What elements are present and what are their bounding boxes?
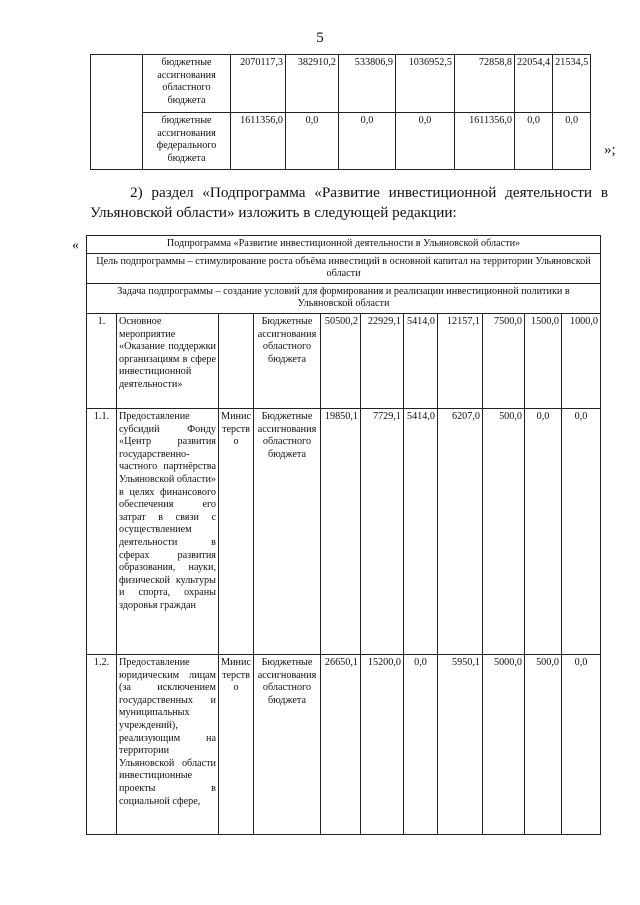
value-cell: 533806,9	[339, 55, 396, 113]
executor-cell: Министерство	[219, 408, 254, 654]
activity-name: Предоставление субсидий Фонду «Центр развития государственно-частного партнёрства Ульяновской области» в целях финансового обеспечения его затрат в связи с осуществлением деятельности в сферах развития образования, науки, физической культуры и спорта, охраны здоровья граждан	[117, 408, 219, 654]
value-cell: 7500,0	[483, 313, 525, 408]
paragraph-text: 2) раздел «Подпрограмма «Развитие инвестиционной деятельности в Ульяновской области» изложить в следующей редакции:	[90, 184, 608, 221]
page-number: 5	[316, 30, 324, 46]
amendment-paragraph	[90, 183, 608, 223]
table-row	[91, 55, 591, 113]
funding-source: Бюджетные ассигнования областного бюджета	[254, 654, 321, 834]
top-budget-table	[90, 54, 591, 170]
executor-cell	[219, 313, 254, 408]
subprogram-goal: Цель подпрограммы – стимулирование роста объёма инвестиций в основной капитал на территории Ульяновской области	[87, 253, 601, 283]
row-number: 1.	[87, 313, 117, 408]
source-label: бюджетные ассигнования областного бюджета	[143, 55, 231, 113]
value-cell: 22929,1	[361, 313, 404, 408]
subprogram-task: Задача подпрограммы – создание условий для формирования и реализации инвестиционной политики в Ульяновской области	[87, 283, 601, 313]
value-cell: 0,0	[553, 113, 591, 170]
value-cell: 50500,2	[321, 313, 361, 408]
value-cell: 5414,0	[404, 313, 438, 408]
table-row	[87, 313, 601, 408]
table-row	[87, 408, 601, 654]
table-row	[87, 236, 601, 254]
value-cell: 0,0	[562, 408, 601, 654]
value-cell: 5950,1	[438, 654, 483, 834]
empty-cell	[91, 55, 143, 170]
value-cell: 1611356,0	[455, 113, 515, 170]
table-row	[91, 113, 591, 170]
value-cell: 500,0	[483, 408, 525, 654]
source-label: бюджетные ассигнования федерального бюджета	[143, 113, 231, 170]
value-cell: 1500,0	[525, 313, 562, 408]
value-cell: 1000,0	[562, 313, 601, 408]
value-cell: 0,0	[404, 654, 438, 834]
value-cell: 1611356,0	[231, 113, 286, 170]
executor-cell: Министерство	[219, 654, 254, 834]
value-cell: 12157,1	[438, 313, 483, 408]
opening-quote: «	[72, 238, 79, 253]
value-cell: 6207,0	[438, 408, 483, 654]
closing-quote: »;	[604, 142, 616, 158]
value-cell: 0,0	[396, 113, 455, 170]
activity-name: Предоставление юридическим лицам (за исключением государственных и муниципальных учреждений), реализующим на территории Ульяновской области инвестиционные проекты в социальной сфере,	[117, 654, 219, 834]
value-cell: 382910,2	[286, 55, 339, 113]
row-number: 1.1.	[87, 408, 117, 654]
table-row	[87, 283, 601, 313]
table-row	[87, 253, 601, 283]
value-cell: 19850,1	[321, 408, 361, 654]
value-cell: 7729,1	[361, 408, 404, 654]
value-cell: 5000,0	[483, 654, 525, 834]
value-cell: 15200,0	[361, 654, 404, 834]
table-row	[87, 654, 601, 834]
value-cell: 21534,5	[553, 55, 591, 113]
subprogram-title: Подпрограмма «Развитие инвестиционной деятельности в Ульяновской области»	[87, 236, 601, 254]
value-cell: 500,0	[525, 654, 562, 834]
value-cell: 0,0	[339, 113, 396, 170]
value-cell: 0,0	[562, 654, 601, 834]
value-cell: 22054,4	[515, 55, 553, 113]
value-cell: 2070117,3	[231, 55, 286, 113]
activity-name: Основное мероприятие «Оказание поддержки организациям в сфере инвестиционной деятельности»	[117, 313, 219, 408]
funding-source: Бюджетные ассигнования областного бюджета	[254, 408, 321, 654]
value-cell: 0,0	[525, 408, 562, 654]
value-cell: 26650,1	[321, 654, 361, 834]
funding-source: Бюджетные ассигнования областного бюджета	[254, 313, 321, 408]
subprogram-table	[86, 235, 601, 835]
value-cell: 0,0	[515, 113, 553, 170]
value-cell: 72858,8	[455, 55, 515, 113]
row-number: 1.2.	[87, 654, 117, 834]
value-cell: 5414,0	[404, 408, 438, 654]
value-cell: 1036952,5	[396, 55, 455, 113]
value-cell: 0,0	[286, 113, 339, 170]
